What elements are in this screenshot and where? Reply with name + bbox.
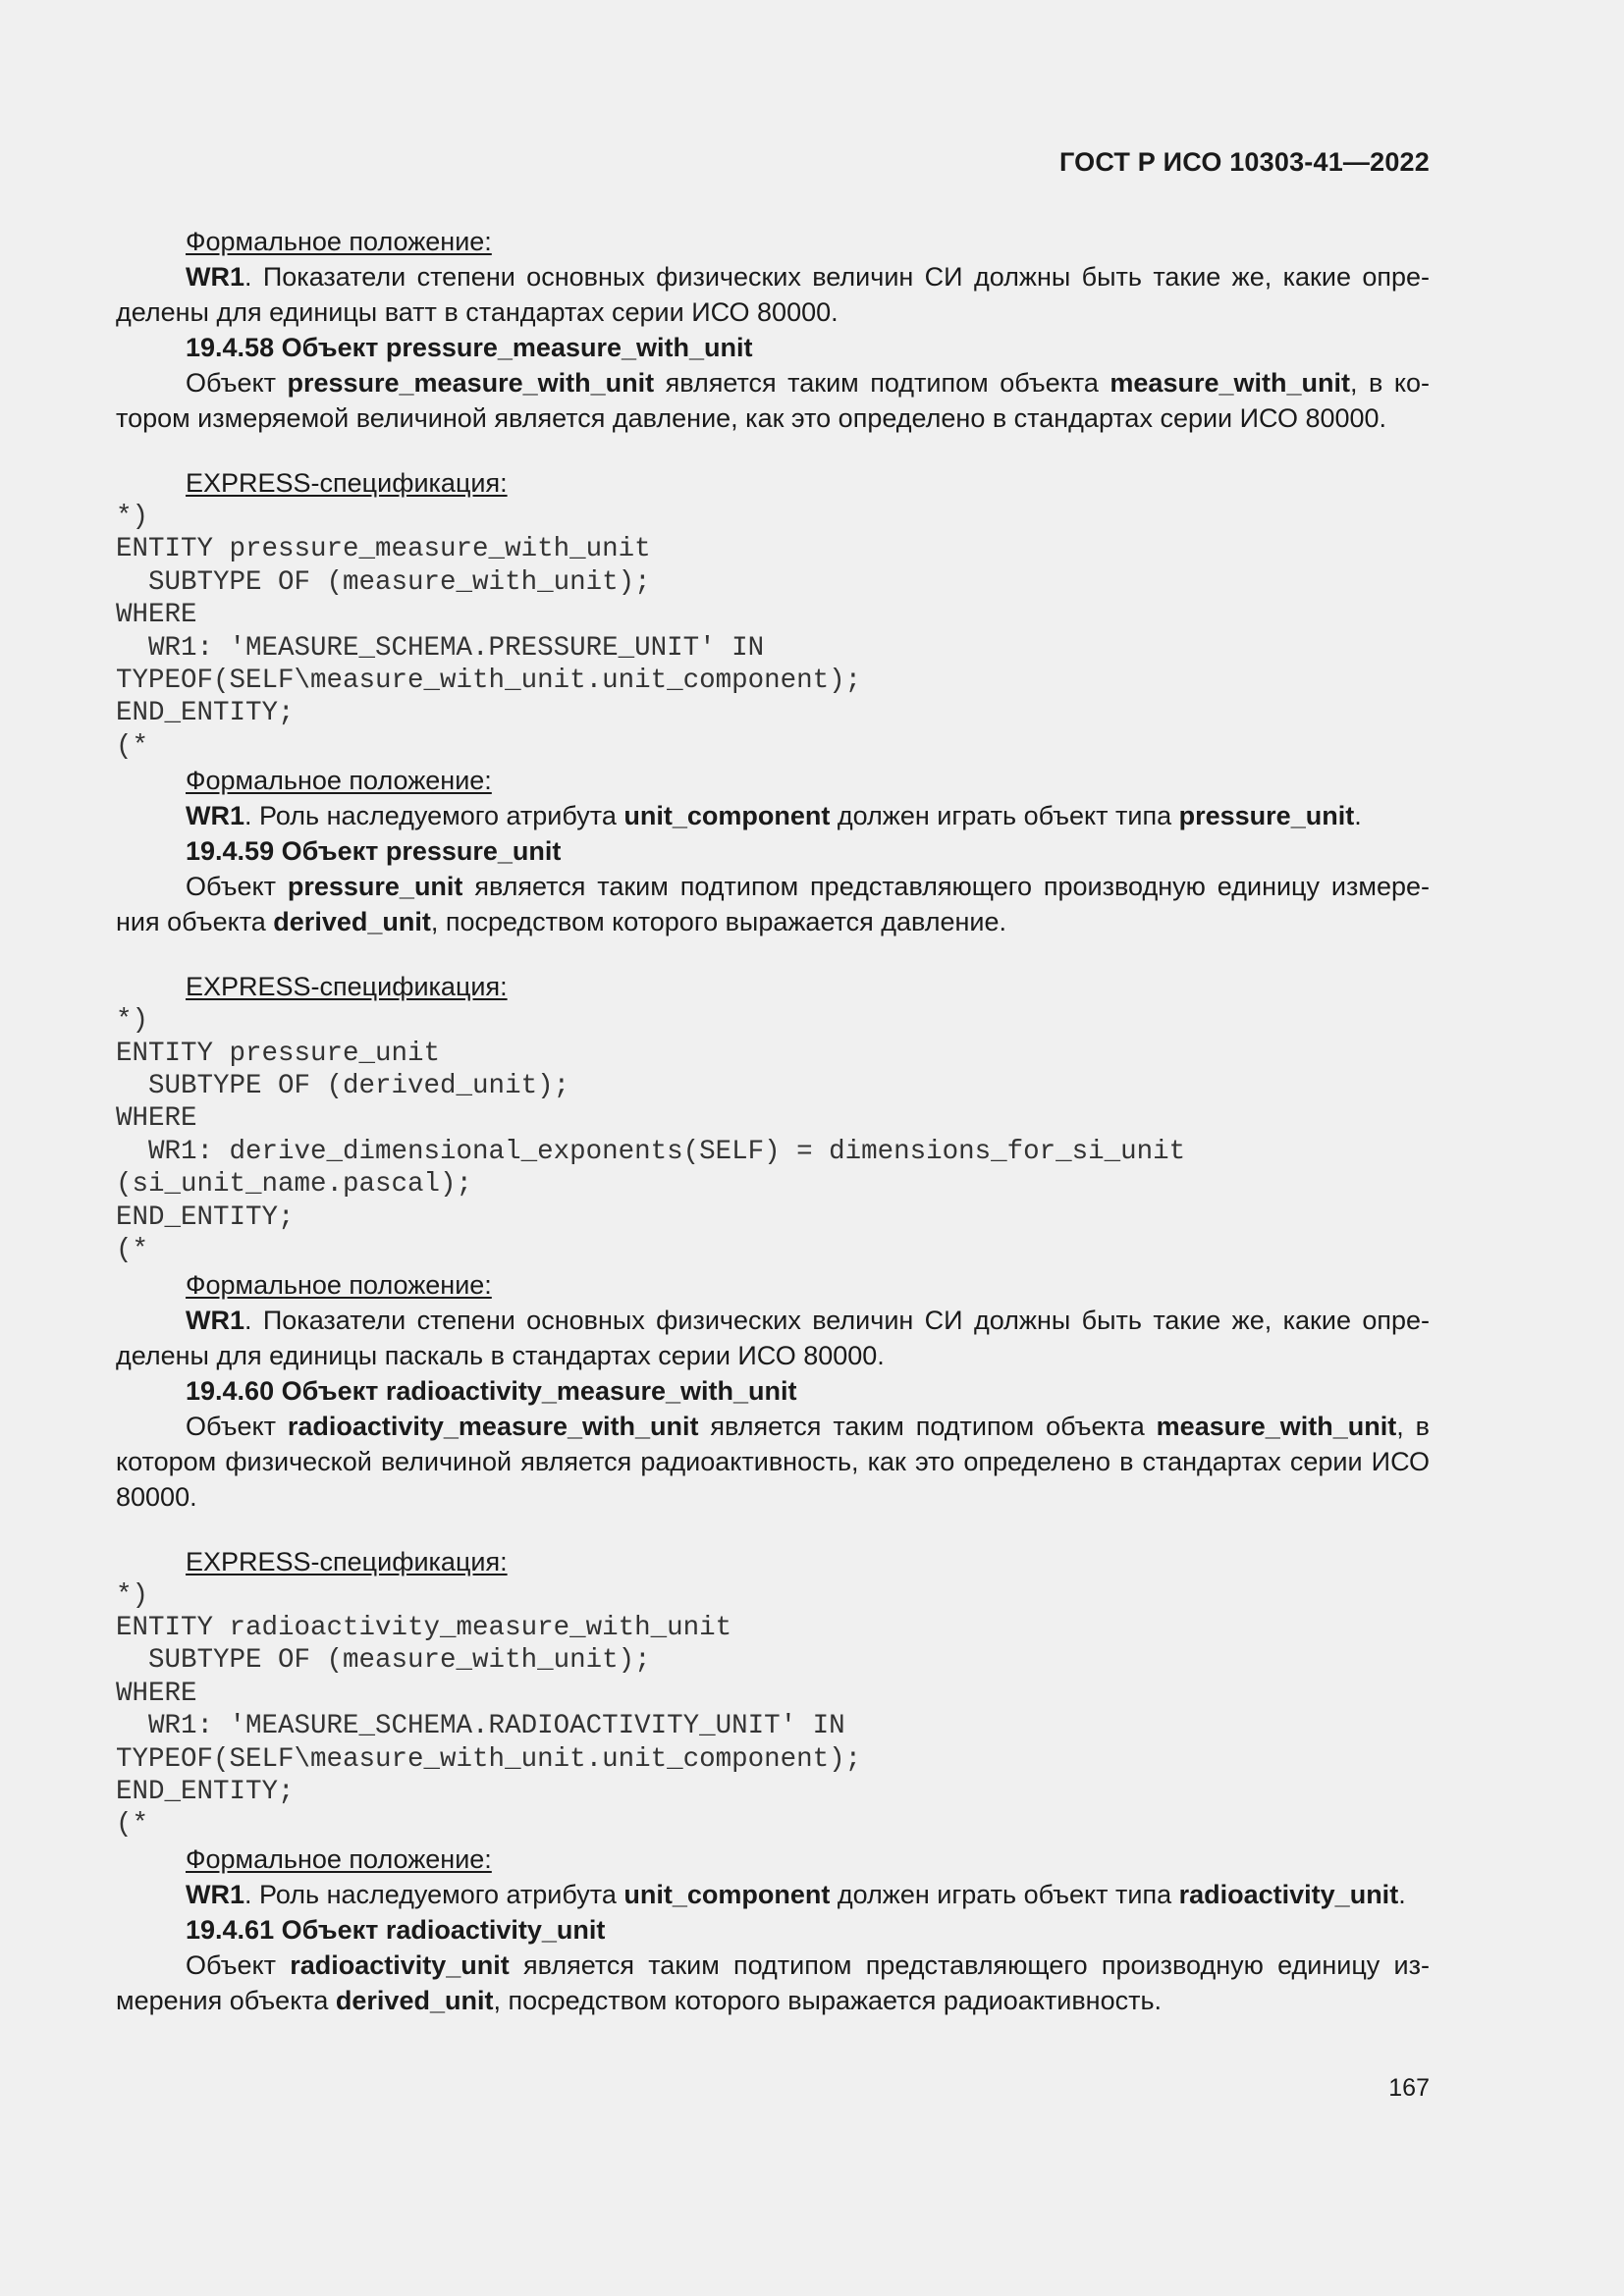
- document-header: ГОСТ Р ИСО 10303-41—2022: [1059, 147, 1430, 177]
- text-run: является таким подтипом представляющего производную единицу из-мерения объекта: [116, 1949, 1430, 2015]
- rule-name: WR1: [186, 1879, 244, 1909]
- rule-paragraph: [116, 1303, 1430, 1373]
- rule-paragraph: [116, 1877, 1430, 1912]
- section-heading-19-4-58: 19.4.58 Объект pressure_measure_with_unit: [186, 333, 753, 362]
- page-number: 167: [1388, 2074, 1430, 2102]
- entity-name: pressure_measure_with_unit: [287, 368, 655, 398]
- text-run: . Роль наследуемого атрибута: [244, 1879, 624, 1909]
- section-heading-19-4-60: 19.4.60 Объект radioactivity_measure_with_unit: [186, 1375, 797, 1406]
- rule-name: WR1: [186, 262, 244, 292]
- rule-paragraph: [116, 798, 1430, 833]
- definition-paragraph: [116, 365, 1430, 436]
- entity-name: pressure_unit: [1178, 801, 1355, 831]
- express-spec-label: EXPRESS-спецификация:: [186, 468, 508, 498]
- definition-paragraph: [116, 869, 1430, 939]
- text-run: , посредством которого выражается давление.: [430, 907, 1007, 937]
- text-run: является таким подтипом объекта: [654, 368, 1110, 398]
- text-run: , посредством которого выражается радиоактивность.: [493, 1985, 1163, 2015]
- rule-text: . Показатели степени основных физических величин СИ должны быть такие же, какие опре-делены для единицы ватт в стандартах серии ИСО 80000.: [116, 262, 1430, 327]
- text-run: Объект: [186, 1949, 291, 1980]
- entity-name: radioactivity_measure_with_unit: [287, 1411, 699, 1441]
- section-heading-19-4-61: 19.4.61 Объект radioactivity_unit: [186, 1914, 606, 1945]
- text-run: . Роль наследуемого атрибута: [244, 801, 624, 831]
- formal-statement-label: Формальное положение:: [186, 766, 492, 796]
- formal-statement-label: Формальное положение:: [186, 1269, 492, 1300]
- text-run: должен играть объект типа: [830, 1879, 1179, 1909]
- rule-text: . Показатели степени основных физических величин СИ должны быть такие же, какие опре-делены для единицы паскаль в стандартах серии ИСО 80000.: [116, 1305, 1430, 1370]
- rule-name: WR1: [186, 1305, 244, 1335]
- express-code-block: *) ENTITY pressure_measure_with_unit SUBTYPE OF (measure_with_unit); WHERE WR1: 'MEASURE_SCHEMA.PRESSURE_UNIT' IN TYPEOF(SELF\measure_with_unit.unit_component); END_ENTITY; (*: [116, 502, 862, 762]
- entity-name: measure_with_unit: [1156, 1411, 1397, 1441]
- entity-name: pressure_unit: [287, 872, 463, 902]
- definition-paragraph: [116, 1948, 1430, 2018]
- text-run: , в ко-тором измеряемой величиной является давление, как это определено в стандартах серии ИСО 80000.: [116, 368, 1430, 433]
- formal-statement-label: Формальное положение:: [186, 227, 492, 256]
- text-run: , в котором физической величиной является радиоактивность, как это определено в стандартах серии ИСО 80000.: [116, 1411, 1430, 1512]
- text-run: Объект: [186, 368, 288, 398]
- entity-name: derived_unit: [335, 1985, 494, 2015]
- entity-name: radioactivity_unit: [1178, 1879, 1399, 1909]
- express-spec-label: EXPRESS-спецификация:: [186, 972, 508, 1002]
- text-run: является таким подтипом представляющего производную единицу измере-ния объекта: [116, 872, 1430, 937]
- definition-paragraph: [116, 1409, 1430, 1515]
- rule-paragraph: [116, 259, 1430, 330]
- text-run: Объект: [186, 872, 288, 902]
- text-run: .: [1354, 801, 1362, 831]
- text-run: является таким подтипом объекта: [698, 1411, 1157, 1441]
- rule-name: WR1: [186, 801, 244, 831]
- express-spec-label: EXPRESS-спецификация:: [186, 1546, 508, 1576]
- express-code-block: *) ENTITY radioactivity_measure_with_unit SUBTYPE OF (measure_with_unit); WHERE WR1: 'MEASURE_SCHEMA.RADIOACTIVITY_UNIT' IN TYPEOF(SELF\measure_with_unit.unit_component); END_ENTITY; (*: [116, 1579, 862, 1841]
- entity-name: derived_unit: [273, 907, 431, 937]
- formal-statement-label: Формальное положение:: [186, 1843, 492, 1874]
- text-run: должен играть объект типа: [830, 801, 1179, 831]
- express-code-block: *) ENTITY pressure_unit SUBTYPE OF (derived_unit); WHERE WR1: derive_dimensional_exponents(SELF) = dimensions_for_si_unit (si_unit_name.pascal); END_ENTITY; (*: [116, 1005, 1186, 1266]
- attribute-name: unit_component: [623, 801, 831, 831]
- entity-name: radioactivity_unit: [290, 1949, 510, 1980]
- text-run: .: [1398, 1879, 1406, 1909]
- entity-name: measure_with_unit: [1110, 368, 1350, 398]
- text-run: Объект: [186, 1411, 288, 1441]
- section-heading-19-4-59: 19.4.59 Объект pressure_unit: [186, 836, 562, 867]
- attribute-name: unit_component: [623, 1879, 831, 1909]
- page-body: [116, 224, 1430, 2018]
